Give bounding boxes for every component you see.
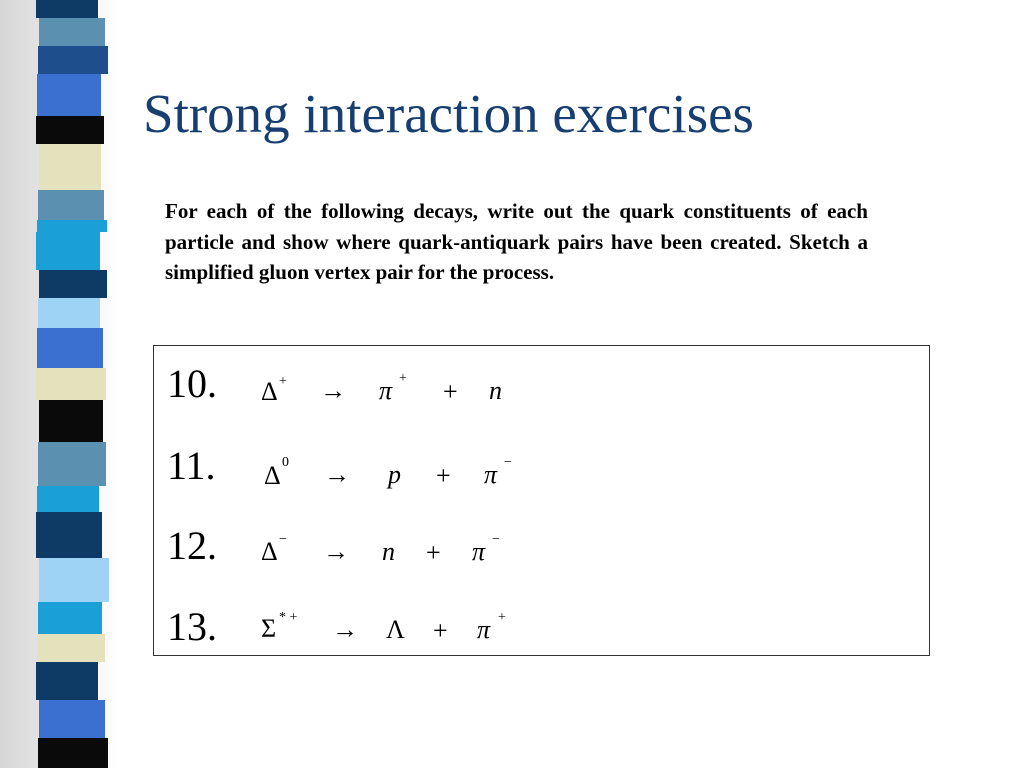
- product-charge: −: [504, 455, 512, 470]
- arrow: →: [323, 537, 349, 566]
- strip-block: [37, 486, 99, 512]
- plus-sign: +: [426, 538, 441, 567]
- exercise-box: [153, 345, 930, 656]
- initial-charge: +: [279, 374, 287, 389]
- exercise-number: 12.: [167, 523, 217, 568]
- product-charge: −: [492, 532, 500, 547]
- strip-block: [36, 368, 106, 400]
- plus-sign: +: [433, 616, 448, 645]
- strip-block: [39, 144, 101, 190]
- product-particle: n: [489, 376, 502, 405]
- strip-block: [36, 662, 98, 700]
- strip-block: [37, 74, 101, 116]
- arrow: →: [320, 376, 346, 405]
- initial-particle: Σ: [261, 614, 277, 643]
- strip-block: [38, 602, 102, 634]
- strip-block: [39, 400, 103, 442]
- initial-particle: Δ: [264, 461, 281, 490]
- product-particle: Λ: [386, 615, 405, 644]
- initial-particle: Δ: [261, 537, 278, 566]
- exercise-number: 11.: [167, 443, 216, 488]
- strip-block: [37, 634, 105, 662]
- strip-block: [38, 46, 108, 74]
- plus-sign: +: [436, 461, 451, 490]
- strip-block: [37, 220, 107, 232]
- product-charge: +: [498, 610, 506, 625]
- product-particle: π: [472, 537, 486, 566]
- plus-sign: +: [443, 377, 458, 406]
- product-particle: π: [484, 460, 498, 489]
- strip-block: [38, 298, 100, 328]
- strip-block: [36, 116, 104, 144]
- initial-charge: * +: [279, 610, 298, 625]
- strip-block: [39, 558, 109, 602]
- product-charge: +: [399, 371, 407, 386]
- strip-block: [38, 442, 106, 486]
- strip-block: [38, 738, 108, 768]
- exercise-number: 10.: [167, 361, 217, 406]
- exercise-number: 13.: [167, 604, 217, 649]
- strip-block: [36, 232, 100, 270]
- product-particle: π: [379, 376, 393, 405]
- arrow: →: [324, 460, 350, 489]
- strip-block: [39, 700, 105, 738]
- initial-charge: 0: [282, 455, 289, 470]
- strip-block: [36, 512, 102, 558]
- strip-block: [39, 270, 107, 298]
- initial-charge: −: [279, 532, 287, 547]
- decorative-block-strip: [0, 0, 140, 768]
- arrow: →: [332, 615, 358, 644]
- product-particle: π: [477, 615, 491, 644]
- product-particle: n: [382, 537, 395, 566]
- strip-block: [37, 328, 103, 368]
- slide-title: Strong interaction exercises: [143, 83, 754, 144]
- strip-block: [38, 190, 104, 220]
- strip-block: [36, 0, 98, 18]
- instructions-text: For each of the following decays, write out the quark constituents of each particle and show where quark-antiquark pairs have been created. Sketch a simplified gluon vertex pair for the process.: [165, 199, 868, 284]
- strip-block: [39, 18, 105, 46]
- initial-particle: Δ: [261, 377, 278, 406]
- product-particle: p: [388, 460, 401, 489]
